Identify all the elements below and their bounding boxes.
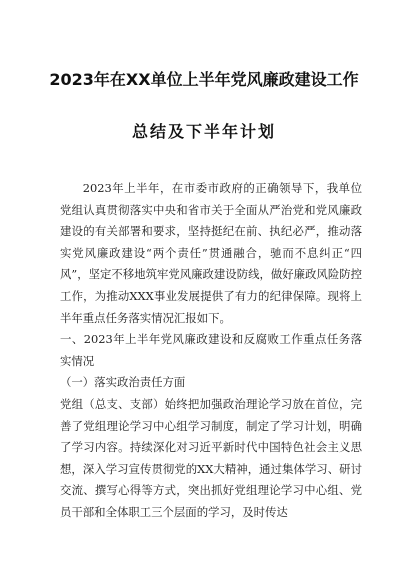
document-title-line-2: 总结及下半年计划 (131, 122, 276, 141)
document-body (60, 178, 362, 524)
subsection-paragraph-1: 党组（总支、支部）始终把加强政治理论学习放在首位，完善了党组理论学习中心组学习制度，制定了学习计划，明确了学习内容。持续深化对习近平新时代中国特色社会主义思想，深入学习宣传贯彻党的XX大精神，通过集体学习、研讨交流、撰写心得等方式，突出抓好党组理论学习中心组、党员干部和全体职工三个层面的学习，及时传达 (60, 396, 362, 519)
subsection-heading-1: （一）落实政治责任方面 (60, 375, 186, 390)
section-heading-1: 一、2023年上半年党风廉政建设和反腐败工作重点任务落实情况 (60, 332, 362, 368)
document-title-line-1: 2023年在XX单位上半年党风廉政建设工作 (49, 70, 359, 89)
intro-paragraph: 2023年上半年，在市委市政府的正确领导下，我单位党组认真贯彻落实中央和省市关于全面从严治党和党风廉政建设的有关部署和要求，坚持挺纪在前、执纪必严，推动落实党风廉政建设“两个责任”贯通融合，驰而不息纠正“四风”，坚定不移地筑牢党风廉政建设防线，做好廉政风险防控工作，为推动XXX事业发展提供了有力的纪律保障。现将上半年重点任务落实情况汇报如下。 (60, 181, 362, 325)
